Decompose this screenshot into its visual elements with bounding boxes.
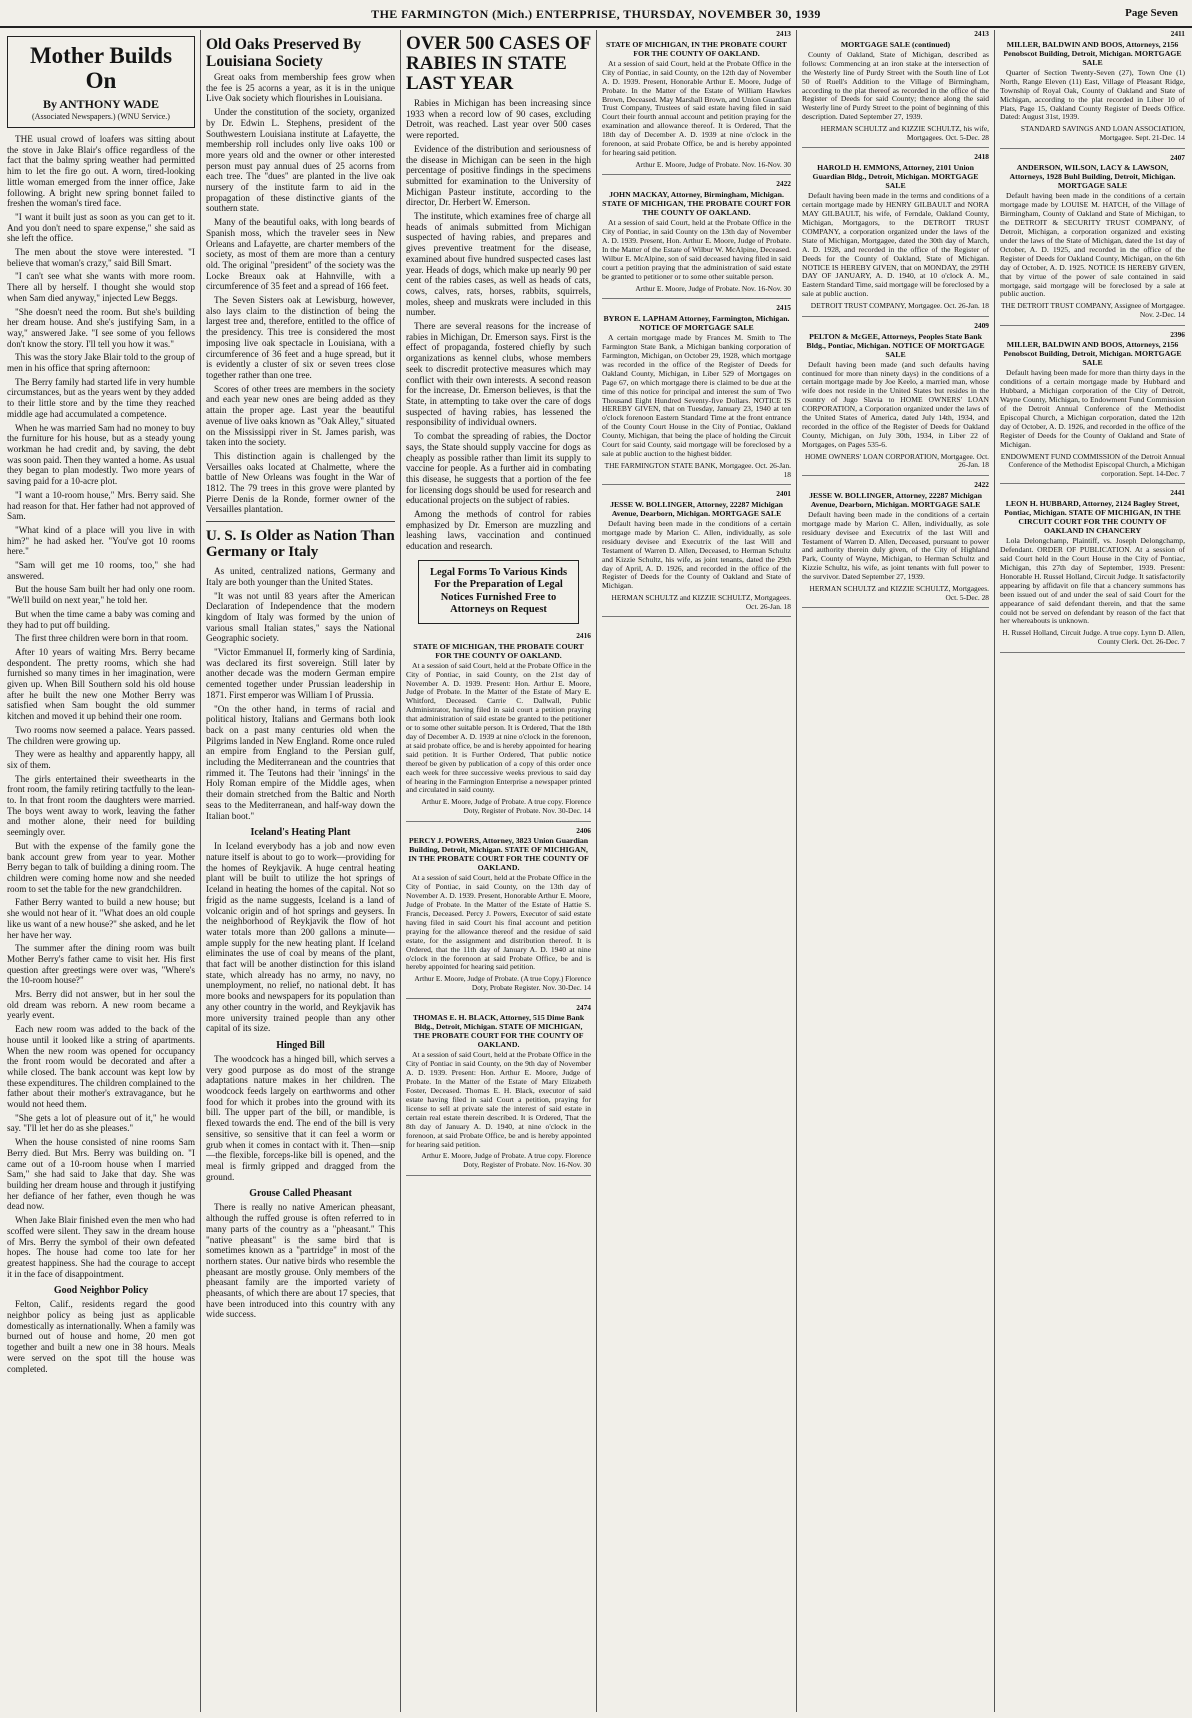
iceland-text: In Iceland everybody has a job and now even nature itself is about to go to work—providing for the homes of Reykjavik. A huge central heating plant will be built to utilize the hot springs of Iceland in heating the homes of the capital. Not so frigid as the name suggests, Iceland is a land of volcanic origin and of hot springs and geysers. In the neighborhood of Reykjavik the flow of hot water totals more than 200 gallons a minute—ample supply for the new heating plant. If Iceland eliminates the use of coal by means of the plant, that fact will be another distinction for this island state, which already has no army, no navy, no unemployment, no relief, no national debt. It has more books and newspapers for its population than any other country in the world, and Reykjavik has more university trained people than any other capital of its size. — [206, 841, 395, 1034]
legal-notice — [406, 632, 591, 822]
column-mother-builds-on — [2, 30, 200, 1712]
notice-heading: JOHN MACKAY, Attorney, Birmingham, Michigan. STATE OF MICHIGAN, THE PROBATE COURT FOR THE COUNTY OF OAKLAND. — [602, 190, 791, 218]
legal-forms-notice: Legal Forms To Various Kinds For the Preparation of Legal Notices Furnished Free to Attorneys on Request — [418, 560, 579, 624]
notice-number: 2396 — [1170, 329, 1185, 339]
notice-body: Lola Delongchamp, Plaintiff, vs. Joseph Delongchamp, Defendant. ORDER OF PUBLICATION. At a session of said Court held in the Court House in the City of Pontiac, Michigan, this 27th day of September, 1939. Present: Honorable H. Russel Holland, Circuit Judge. It satisfactorily appearing by affidavit on file that a chancery summons has been issued out of and under the seal of said Court for the appearance of said defendant therein, and that the same could not be served on defendant by reason of the fact that her whereabouts is unknown. — [1000, 536, 1185, 626]
notice-number: 2406 — [576, 825, 591, 835]
notice-number: 2441 — [1170, 488, 1185, 498]
story-paragraph: "I want a 10-room house," Mrs. Berry said. She had reason for that. Her father had not approved of Sam. — [7, 489, 195, 522]
notice-body: At a session of said Court, held at the Probate Office in the City of Pontiac in said County, on the 9th day of November A. D. 1939. Present: Hon. Arthur E. Moore, Judge of Probate. In the Matter of the Estate of Mary Elizabeth Foster, Deceased. Thomas E. H. Black, executor of said estate having filed in said Court a petition, praying for license to sell at private sale the interest of said estate in certain real estate therein described. It is Ordered, That the 8th day of January A. D. 1940, at nine o'clock in the forenoon, at said Probate Office, be and is hereby appointed for hearing said petition. — [406, 1050, 591, 1149]
story-paragraph: The institute, which examines free of charge all heads of animals submitted from Michigan suspected of having rabies, and prepares and gives preventive treatment for the disease, examined about five hundred suspected cases last year. Heads of dogs, which make up nearly 90 per cent of the rabies cases, as well as heads of cats, cows, calves, rats, horses, rabbits, squirrels, moles, sheep and muskrats were included in this number. — [406, 211, 591, 318]
divider — [206, 521, 395, 522]
notice-heading: STATE OF MICHIGAN, THE PROBATE COURT FOR THE COUNTY OF OAKLAND. — [413, 641, 584, 660]
notice-body: Default having been made in the terms and conditions of a certain mortgage made by HENRY GILBAULT and NORA MAY GILBAULT, his wife, of Ferndale, Oakland County, Michigan, Mortgagors, to the DETROIT TRUST COMPANY, a corporation organized under the laws of the State of Michigan, Mortgagee, dated the 30th day of March, A. D. 1928, and recorded in the office of the Register of Deeds for the County of Oakland, State of Michigan. NOTICE IS HEREBY GIVEN, that on MONDAY, the 29TH DAY OF JANUARY, A. D. 1940, at 10 o'clock A. M., Eastern Standard Time, said mortgage will be foreclosed by a sale at public auction. — [802, 191, 989, 299]
story-paragraph: There are several reasons for the increase of rabies in Michigan, Dr. Emerson says. First is the effect of propaganda, fostered chiefly by such organizations as kennel clubs, whose members seek to discredit protective measures which may conflict with their own interests. A second reason for the increase, Dr. Emerson believes, is that the State, in attempting to take over the care of dogs suspected of having rabies, has lessened the responsibility of individual owners. — [406, 321, 591, 428]
good-neighbor-text: Felton, Calif., residents regard the good neighbor policy as being just as applicable domestically as internationally. When a family was burned out of house and home, 20 men got together and built a new one in 38 hours. Meals were served on the spot till the house was completed. — [7, 1299, 195, 1374]
subhead-iceland: Iceland's Heating Plant — [250, 827, 351, 839]
legal-notice — [602, 30, 791, 175]
notice-body: At a session of said Court, held at the Probate Office in the City of Pontiac, in said County, on the 21st day of November A. D. 1939. Present: Hon. Arthur E. Moore, Judge of Probate. In the Matter of the Estate of Mary E. Whitford, Deceased. Carrie C. Dallwall, Public Administrator, having filed in said court a petition praying that administration of said estate be granted to the petitioner or to some other suitable person. It is Ordered, That the 18th day of December A. D. 1939 at nine o'clock in the forenoon, at said probate office, be and is hereby appointed for hearing said petition. It is Further Ordered, That public notice thereof be given by publication of a copy of this order once each week for three successive weeks previous to said day of hearing in the Farmington Enterprise a newspaper printed and circulated in said county. — [406, 660, 591, 795]
subhead-hinged-bill: Hinged Bill — [276, 1039, 325, 1051]
story-paragraph: This was the story Jake Blair told to the group of men in his office that spring afternoon: — [7, 352, 195, 374]
story-paragraph: To combat the spreading of rabies, the Doctor says, the State should supply vaccine for dogs as cheaply as possible rather than limit its supply to vaccine for people. As a further aid in combating this disease, he suggests that a portion of the fee for licensing dogs should be used for research and educational projects on the subject of rabies. — [406, 431, 591, 506]
story-box-mother — [7, 36, 195, 128]
story-paragraph: This distinction again is challenged by the Versailles oaks located at Chalmette, where the battle of New Orleans was fought in the War of 1812. The 79 trees in this grove were planted by Pierre Denis de la Ronde, former owner of the Versailles plantation. — [206, 450, 395, 515]
notice-number: 2413 — [974, 30, 989, 38]
story-paragraph: Under the constitution of the society, organized by Dr. Edwin L. Stephens, president of the Southwestern Louisiana institute at Lafayette, the membership roll includes only live oaks 100 or more years old and the owner or other interested person must pay annual dues of 25 acorns from each tree. The "dues" are planted in the live oak nursery of the institute farm to aid in the propagation of these distinctive giants of the southern state. — [206, 107, 395, 214]
legal-notice — [802, 322, 989, 476]
notice-body: Default having been made (and such defaults having continued for more than ninety days) in the conditions of a certain mortgage made by Joe Keelo, a married man, whose wife does not reside in the United States but resides in the country of Jugo Slavia to HOME OWNERS' LOAN CORPORATION, a Corporation organized under the laws of the United States of America, dated July 14th, 1934, and recorded in the office of the Register of Deeds for Oakland County, Michigan, on July 30th, 1934, in Liber 22 of Mortgages, on Pages 535-6. — [802, 359, 989, 449]
notice-heading: MILLER, BALDWIN AND BOOS, Attorneys, 2156 Penobscot Building, Detroit, Michigan. MORTGAGE SALE — [1003, 340, 1182, 368]
notice-body: Default having been made in the conditions of a certain mortgage made by LOUISE M. HATCH, of the Village of Birmingham, County of Oakland and State of Michigan, to the DETROIT & SECURITY TRUST COMPANY, of Detroit, Michigan, a corporation organized and existing under the laws of the State of Michigan, dated the 1st day of October, A. D. 1925, and recorded in the office of the Register of Deeds for Oakland County, Michigan, on the 6th day of October, A. D. 1925. NOTICE IS HEREBY GIVEN, that by virtue of the power of sale contained in said mortgage, said mortgage will be foreclosed by a sale at public auction. — [1000, 191, 1185, 299]
notice-number: 2418 — [974, 152, 989, 162]
notice-heading: PELTON & McGEE, Attorneys, Peoples State Bank Bldg., Pontiac, Michigan. NOTICE OF MORTGAGE SALE — [806, 331, 985, 359]
column-oaks-and-nations — [200, 30, 400, 1712]
notice-body: At a session of said Court, held at the Probate Office in the City of Pontiac, in said County, on the 13th day of November A. D. 1939. Present, Honorable Arthur E. Moore, Judge of Probate. In the Matter of the Estate of Hattie S. Francis, Deceased. Percy J. Powers, Executor of said estate having filed in said Court his final account and petition praying for the allowance thereof and the residue of said estate, for the assignment and distribution thereof. It is Ordered, that the 11th day of January A. D. 1940 at nine o'clock in the forenoon at said Probate Office, be and is hereby appointed for hearing said petition. — [406, 873, 591, 972]
notice-signature: Arthur E. Moore, Judge of Probate. A true copy. Florence Doty, Register of Probate. Nov. 16-Nov. 30 — [421, 1151, 591, 1170]
notice-heading: HAROLD H. EMMONS, Attorney, 2101 Union Guardian Bldg., Detroit, Michigan. MORTGAGE SALE — [812, 163, 979, 191]
notice-signature: THE DETROIT TRUST COMPANY, Assignee of Mortgagee. Nov. 2-Dec. 14 — [1001, 301, 1185, 319]
legal-notice — [1000, 154, 1185, 326]
byline: By ANTHONY WADE — [42, 97, 160, 111]
notice-heading: STATE OF MICHIGAN, IN THE PROBATE COURT FOR THE COUNTY OF OAKLAND. — [605, 39, 788, 58]
story-paragraph: Mrs. Berry did not answer, but in her soul the old dream was reborn. A new room became a yearly event. — [7, 989, 195, 1021]
notice-signature: Arthur E. Moore, Judge of Probate. Nov. 16-Nov. 30 — [635, 159, 791, 169]
story-paragraph: "She doesn't need the room. But she's building her dream house. And she's justifying Sam, in a way," answered Jake. "I see some of you fellows don't know the story. I'll tell you how it was." — [7, 306, 195, 349]
story-paragraph: The Berry family had started life in very humble circumstances, but as the years went by they added to their little store and by the time they reached middle age had accumulated a competence. — [7, 376, 195, 419]
story-paragraph: "It was not until 83 years after the American Declaration of Independence that the modern kingdom of Italy was formed by the union of various small Italian states," says the National Geographic society. — [206, 590, 395, 644]
subhead-good-neighbor: Good Neighbor Policy — [53, 1285, 149, 1297]
notice-heading: THOMAS E. H. BLACK, Attorney, 515 Dime Bank Bldg., Detroit, Michigan. STATE OF MICHIGAN, THE PROBATE COURT FOR THE COUNTY OF OAKLAND. — [412, 1013, 585, 1050]
subhead-grouse: Grouse Called Pheasant — [249, 1188, 352, 1200]
story-paragraph: "She gets a lot of pleasure out of it," he would say. "I'll let her do as she pleases." — [7, 1112, 195, 1134]
story-paragraph: Great oaks from membership fees grow when the fee is 25 acorns a year, as it is in the unique Live Oak society which flourishes in Louisiana. — [206, 72, 395, 104]
story-paragraph: "What kind of a place will you live in with him?" he had asked her. "You've got 10 rooms here." — [7, 524, 195, 557]
legal-notice — [1000, 331, 1185, 485]
story-paragraph: Father Berry wanted to build a new house; but she would not hear of it. "What does an old couple like us want of a new house?" she asked, and he let her have her way. — [7, 897, 195, 940]
notice-heading: LEON H. HUBBARD, Attorney, 2124 Bagley Street, Pontiac, Michigan. STATE OF MICHIGAN, IN THE CIRCUIT COURT FOR THE COUNTY OF OAKLAND IN CHANCERY — [1004, 499, 1181, 536]
notice-number: 2407 — [1170, 152, 1185, 162]
story-paragraph: "On the other hand, in terms of racial and political history, Italians and Germans both look back on a past many centuries old when the Pilgrims landed in New England. Rome once ruled an empire from England to the Persian gulf, including the Mediterranean and the countries that rimmed it. The Teutons had their 'innings' in the Holy Roman empire of the Middle ages, when their domain stretched from the Baltic and North seas to the Mediterranean, and half-way down the Italian boot." — [206, 703, 395, 821]
story-paragraph: Scores of other trees are members in the society and each year new ones are being added as they attain the proper age. Last year the beautiful avenue of live oaks known as "Oak Alley," situated on the Mississippi river in St. James parish, was taken into the society. — [206, 383, 395, 448]
notice-number: 2416 — [576, 630, 591, 640]
story-paragraph: Two rooms now seemed a palace. Years passed. The children were growing up. — [7, 724, 195, 746]
headline-mother-builds-on: Mother Builds On — [29, 43, 173, 93]
legal-notice — [406, 1004, 591, 1176]
story-paragraph: "I can't see what she wants with more room. There all by herself. I thought she would stop when Sam died anyway," injected Lew Beggs. — [7, 271, 195, 303]
story-body-mother — [7, 134, 195, 1279]
story-paragraph: The girls entertained their sweethearts in the front room, the family retiring tactfully to the lean-to. In that front room the daughters were married. The boys went away to work, leaving the father and mother alone, their need for building seemingly over. — [7, 773, 195, 838]
column-rabies — [400, 30, 596, 1712]
notice-body: At a session of said Court, held at the Probate Office in the City of Pontiac, in said County on the 13th day of November A. D. 1939. Present, Hon. Arthur E. Moore, Judge of Probate. In the Matter of the Estate of Wilbur W. McAlpine, Deceased. Wilbur E. McAlpine, son of said deceased having filed in said court a petition praying that the administration of said estate be granted to petitioner or to some other suitable person. — [602, 218, 791, 281]
notice-number: 2474 — [576, 1002, 591, 1012]
legal-notice — [802, 481, 989, 608]
newspaper-title: THE FARMINGTON (Mich.) ENTERPRISE, THURSDAY, NOVEMBER 30, 1939 — [371, 7, 821, 21]
notice-number: 2415 — [776, 303, 791, 313]
notice-heading: ANDERSON, WILSON, LACY & LAWSON, Attorneys, 1928 Buhl Building, Detroit, Michigan. MORTGAGE SALE — [1009, 163, 1176, 191]
story-paragraph: "I want it built just as soon as you can get to it. And you don't need to spare expense," she said as she left the office. — [7, 211, 195, 244]
notice-body: At a session of said Court, held at the Probate Office in the City of Pontiac, in said County, on the 12th day of November A. D. 1939. Present, Honorable Arthur E. Moore, Judge of Probate. In the Matter of the Estate of William Hawkes Brown, Deceased. May Marshall Brown, and Union Guardian Trust Company, Trustees of said estate having filed in said Court their fourth annual account and petition praying for the examination and allowance thereof. It is Ordered, That the 18th day of December A. D. 1939 at nine o'clock in the forenoon, at said Probate Office, be and is hereby appointed for hearing said petition. — [602, 58, 791, 157]
legal-notice — [602, 304, 791, 485]
legal-notice — [406, 827, 591, 999]
notice-heading: PERCY J. POWERS, Attorney, 3823 Union Guardian Building, Detroit, Michigan. STATE OF MICHIGAN, IN THE PROBATE COURT FOR THE COUNTY OF OAKLAND. — [408, 836, 589, 873]
notice-body: Default having been made in the conditions of a certain mortgage made by Marion C. Allen, individually, as sole residuary devisee and Executrix of the last Will and Testament of Warren D. Allen, Deceased, to Herman Schultz and Kizzie Schultz, his wife, as joint tenants, dated the 29th day of April, A. D. 1926, and recorded in the office of the Register of Deeds for the County of Oakland and State of Michigan. — [602, 519, 791, 591]
notice-number: 2422 — [974, 479, 989, 489]
wire-service: (Associated Newspapers.) (WNU Service.) — [32, 112, 170, 121]
legal-notice — [602, 180, 791, 299]
headline-rabies: OVER 500 CASES OF RABIES IN STATE LAST YEAR — [406, 33, 591, 94]
story-paragraph: "Sam will get me 10 rooms, too," she had answered. — [7, 560, 195, 581]
notice-signature: HERMAN SCHULTZ and KIZZIE SCHULTZ, his wife, Mortgagees. Oct. 5-Dec. 28 — [820, 124, 989, 142]
legal-notice — [802, 30, 989, 148]
masthead — [0, 4, 1192, 28]
grouse-text: There is really no native American pheasant, although the ruffed grouse is often referred to in many parts of the country as a "pheasant." This "native pheasant" is the same bird that is sometimes known as a "partridge" in most of the northern states. Our native birds who resemble the pheasant are mostly grouse. Only members of the pheasant family are the imported variety of pheasants, of which there are about 17 species, that have been introduced into this country with any wide success. — [206, 1202, 395, 1320]
story-paragraph: "Victor Emmanuel II, formerly king of Sardinia, was declared its first sovereign. Still later by another decade was the modern German empire cemented together under Prussian leadership in 1871. First emperor was William I of Prussia. — [206, 647, 395, 700]
story-paragraph: The men about the stove were interested. "I believe that woman's crazy," said Bill Smart. — [7, 247, 195, 268]
notice-signature: ENDOWMENT FUND COMMISSION of the Detroit Annual Conference of the Methodist Episcopal Church, a Michigan corporation. Sept. 14-Dec. 7 — [1000, 451, 1185, 478]
legal-notice — [1000, 489, 1185, 652]
headline-old-oaks: Old Oaks Preserved By Louisiana Society — [206, 36, 362, 70]
notice-heading: MORTGAGE SALE (continued) — [840, 39, 951, 49]
notice-signature: H. Russel Holland, Circuit Judge. A true copy. Lynn D. Allen, County Clerk. Oct. 26-Dec. 7 — [1002, 628, 1185, 646]
story-paragraph: The Seven Sisters oak at Lewisburg, however, also lays claim to the distinction of being the largest tree and, therefore, entitled to the office of the presidency. This tree is considered the most imposing live oak spectacle in Louisiana, with a circumference of 36 feet and a huge spread, but it is evidently a cluster of six or seven trees close together rather than one tree. — [206, 295, 395, 380]
story-paragraph: Each new room was added to the back of the house until it looked like a string of apartments. When the new room was opened for occupancy the front room would be decorated and after a while closed. The bank account was kept low by these expenditures. The children complained to the father about their mother's extravagance, but he would not heed them. — [7, 1024, 195, 1110]
legal-notice — [602, 490, 791, 617]
story-body-oaks — [206, 72, 395, 515]
story-paragraph: But with the expense of the family gone the bank account grew from year to year. Mother Berry began to talk of building a dining room. The children were coming home now and she needed room to set the table for the new grandchildren. — [7, 840, 195, 894]
story-paragraph: Many of the beautiful oaks, with long beards of Spanish moss, which the traveler sees in New Orleans and Lafayette, are charter members of the society, as most of them are more than a century old. The original "president" of the society was the Locke Breaux oak at Hahnville, with a circumference of 35 feet and a spread of 166 feet. — [206, 217, 395, 292]
notice-signature: Arthur E. Moore, Judge of Probate. (A true Copy.) Florence Doty, Probate Register. Nov. 30-Dec. 14 — [414, 974, 591, 992]
notice-signature: HERMAN SCHULTZ and KIZZIE SCHULTZ, Mortgagees. Oct. 5-Dec. 28 — [809, 584, 989, 602]
story-paragraph: The summer after the dining room was built Mother Berry's father came to visit her. His first question after greetings were over was, "Where's the 10-room house?" — [7, 943, 195, 986]
story-paragraph: But the house Sam built her had only one room. "We'll build on next year," he told her. — [7, 584, 195, 606]
page-number: Page Seven — [1125, 7, 1178, 19]
notice-signature: DETROIT TRUST COMPANY, Mortgagee. Oct. 26-Jan. 18 — [810, 301, 989, 311]
notice-signature: HERMAN SCHULTZ and KIZZIE SCHULTZ, Mortgagees. Oct. 26-Jan. 18 — [611, 593, 791, 611]
notice-body: Default having been made for more than thirty days in the conditions of a certain mortgage made by Hubbard and Hubbard, a Michigan corporation of the City of Detroit, Wayne County, Michigan, to Endowment Fund Commission of the Detroit Annual Conference of the Methodist Episcopal Church, a Michigan corporation, dated the 12th day of October, A. D. 1926, and recorded in the office of the Register of Deeds for the County of Oakland and State of Michigan. — [1000, 368, 1185, 449]
story-paragraph: When he was married Sam had no money to buy the furniture for his house, but as a steady young workman he had credit and, by saving, the debt was soon paid. Then they wanted a home. As usual they began to plan modestly. Two more years of saving paid for a 10-acre plot. — [7, 422, 195, 487]
story-body-us-older — [206, 566, 395, 821]
notice-number: 2411 — [1170, 30, 1185, 38]
notice-body: Quarter of Section Twenty-Seven (27), Town One (1) North, Range Eleven (11) East, Village of Pleasant Ridge, Township of Royal Oak, County of Oakland and State of Michigan, according to the plat recorded in Liber 10 of Plats, Page 15, Oakland County Register of Deeds Office. Dated: August 31st, 1939. — [1000, 67, 1185, 122]
legal-notice — [802, 153, 989, 316]
story-body-rabies — [406, 98, 591, 552]
legal-notice — [1000, 30, 1185, 149]
legal-notices-col5 — [796, 30, 994, 1712]
notice-heading: JESSE W. BOLLINGER, Attorney, 22287 Michigan Avenue, Dearborn, Michigan. MORTGAGE SALE — [809, 490, 982, 509]
story-paragraph: Evidence of the distribution and seriousness of the disease in Michigan can be seen in the high percentage of positive findings in the specimens submitted for examination to the University of Michigan Pasteur institute, according to the director, Dr. Herbert W. Emerson. — [406, 143, 591, 208]
notice-body: A certain mortgage made by Frances M. Smith to The Farmington State Bank, a Michigan banking corporation of Farmington, Michigan, on October 29, 1928, which mortgage was recorded in the office of the Register of Deeds for Oakland County, Michigan, in Liber 529 of Mortgages on Page 67, on which mortgage there is claimed to be due at the time of this notice for principal and interest the sum of Two Thousand Eight Hundred Seventy-five Dollars. NOTICE IS HEREBY GIVEN, that on Tuesday, January 23, 1940 at ten o'clock forenoon Eastern Standard Time at the front entrance of the County Court House in the City of Pontiac, Oakland County, Michigan, that being the place of holding the Circuit Court for said County, said mortgage will be foreclosed by a sale at public auction to the highest bidder. — [602, 333, 791, 458]
notice-heading: BYRON E. LAPHAM Attorney, Farmington, Michigan. NOTICE OF MORTGAGE SALE — [603, 314, 790, 333]
notice-signature: Arthur E. Moore, Judge of Probate. A true copy. Florence Doty, Register of Probate. Nov. 30-Dec. 14 — [421, 797, 591, 815]
headline-us-older: U. S. Is Older as Nation Than Germany or Italy — [206, 528, 395, 561]
notice-heading: MILLER, BALDWIN AND BOOS, Attorneys, 2156 Penobscot Building, Detroit, Michigan. MORTGAGE SALE — [1003, 39, 1182, 67]
story-paragraph: THE usual crowd of loafers was sitting about the stove in Jake Blair's office regardless of the fact that the balmy spring weather had permitted him to let the fire go out. A worn, tired-looking little woman emerged from the inner office, Jake following. A bright new spring bonnet failed to freshen the woman's tired face. — [7, 134, 195, 209]
legal-notices-col6 — [994, 30, 1190, 1712]
notice-heading: JESSE W. BOLLINGER, Attorney, 22287 Michigan Avenue, Dearborn, Michigan. MORTGAGE SALE — [610, 500, 783, 518]
story-paragraph: Among the methods of control for rabies emphasized by Dr. Emerson are muzzling and leashing laws, vaccination and continued education and research. — [406, 509, 591, 552]
notice-body: Default having been made in the conditions of a certain mortgage made by Marion C. Allen, individually, as sole residuary devisee and Executrix of the last Will and Testament of Warren D. Allen, Deceased, pursuant to power and authority therein duly given, of the City of Highland Park, County of Wayne, Michigan, to Herman Schultz and Kizzie Schultz, his wife, as joint tenants with full power to the survivor. Dated September 27, 1939. — [802, 509, 989, 582]
story-paragraph: As united, centralized nations, Germany and Italy are both younger than the United States. — [206, 566, 395, 587]
legal-notices-col4 — [596, 30, 796, 1712]
hinged-bill-text: The woodcock has a hinged bill, which serves a very good purpose as do most of the strange adaptations nature makes in her children. The woodcock feeds largely on earthworms and other food for which it probes into the ground with its bill. The upper part of the bill, or mandible, is flexed towards the end. The end of the bill is very sensitive, so sensitive that it can feel a worm or grub when it comes in contact with it. Then—snip—the flexible, forceps-like bill is opened, and the meal is firmly gripped and dragged from the ground. — [206, 1053, 395, 1182]
story-paragraph: But when the time came a baby was coming and they had to put off building. — [7, 608, 195, 630]
notice-number: 2413 — [776, 30, 791, 38]
notice-body: County of Oakland, State of Michigan, described as follows: Commencing at an iron stake at the intersection of the Westerly line of Purdy Street with the South line of Lot 50 of Ruell's Addition to the Village of Birmingham, according to the plat thereof as recorded in the office of the Register of Deeds for said County; thence along the said Westerly line of Purdy Street to the point of beginning of this description. Dated September 27, 1939. — [802, 49, 989, 122]
notice-signature: Arthur E. Moore, Judge of Probate. Nov. 16-Nov. 30 — [635, 283, 791, 293]
story-paragraph: After 10 years of waiting Mrs. Berry became despondent. The pretty rooms, which she had furnished so many times in her imagination, were given up. When Bill Southern sold his old house after he built the new one Mother Berry was satisfied when Sam bought the old summer kitchen and moved it up behind their one room. — [7, 646, 195, 722]
story-paragraph: The first three children were born in that room. — [15, 633, 189, 644]
notice-number: 2401 — [776, 489, 791, 499]
notice-number: 2409 — [974, 320, 989, 330]
legal-notices-col3 — [406, 632, 591, 1176]
story-paragraph: Rabies in Michigan has been increasing since 1933 when a record low of 90 cases, excluding Detroit, was reached. Last year over 500 cases were reported. — [406, 98, 591, 141]
notice-signature: STANDARD SAVINGS AND LOAN ASSOCIATION, Mortgagee. Sept. 21-Dec. 14 — [1020, 124, 1185, 142]
story-paragraph: They were as healthy and apparently happy, all six of them. — [7, 749, 195, 770]
notice-number: 2422 — [776, 179, 791, 189]
story-paragraph: When the house consisted of nine rooms Sam Berry died. But Mrs. Berry was building on. "I came out of a 10-room house when I married Sam," she had said to Jake that day. She was building her dream house and through it justifying her defiance of her father, even though he was dead now. — [7, 1137, 195, 1212]
notice-signature: THE FARMINGTON STATE BANK, Mortgagee. Oct. 26-Jan. 18 — [604, 460, 791, 479]
story-paragraph: When Jake Blair finished even the men who had scoffed were silent. They saw in the dream house of Mrs. Berry the symbol of their own defeated hopes. The house had come too late for her greatest happiness. She had the courage to accept it in the face of disappointment. — [7, 1215, 195, 1279]
notice-signature: HOME OWNERS' LOAN CORPORATION, Mortgagee. Oct. 26-Jan. 18 — [804, 451, 989, 470]
